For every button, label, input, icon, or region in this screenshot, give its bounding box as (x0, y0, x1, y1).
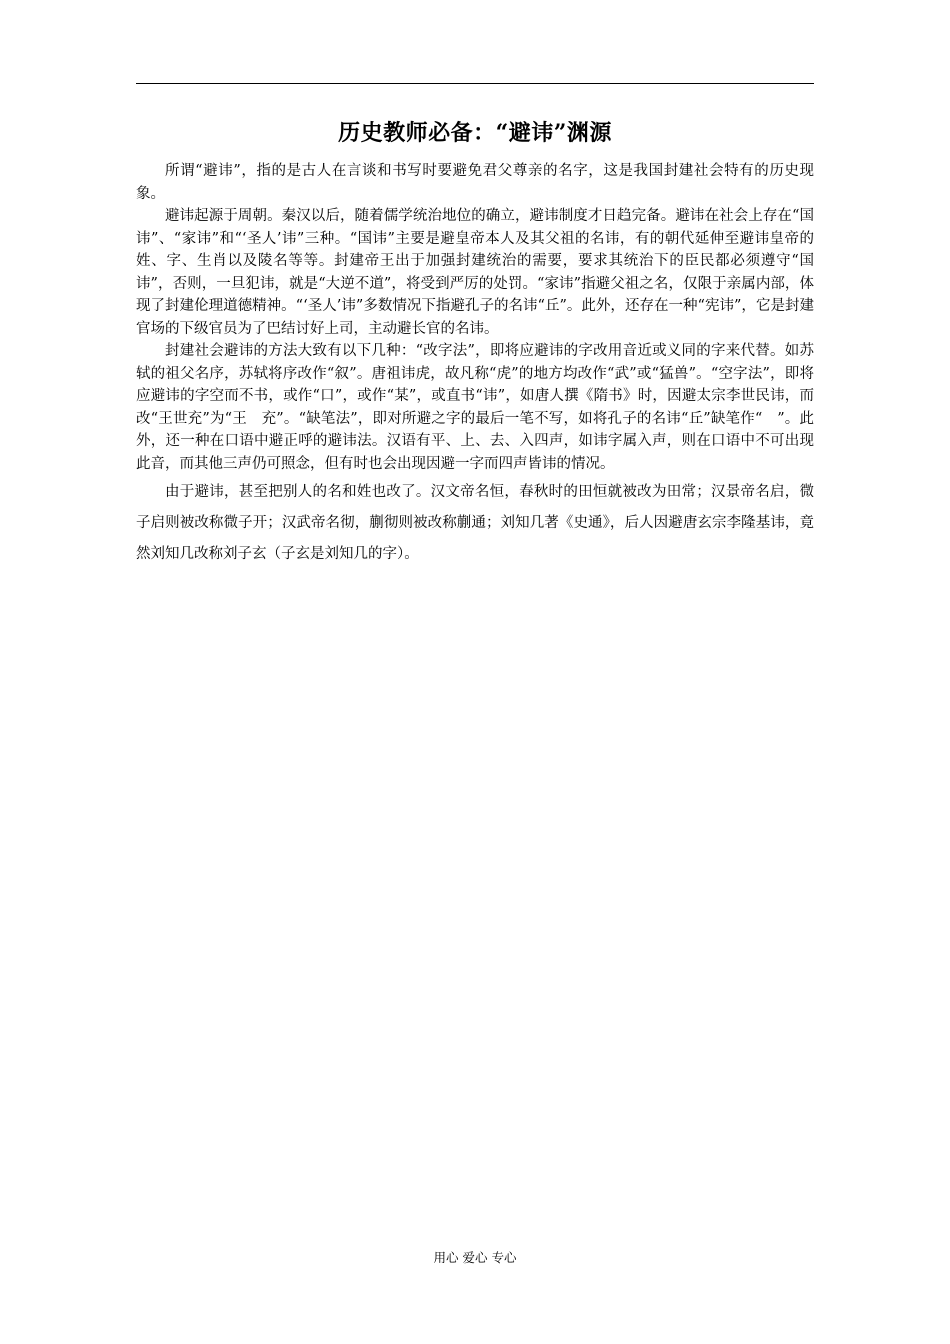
paragraph-examples: 由于避讳，甚至把别人的名和姓也改了。汉文帝名恒，春秋时的田恒就被改为田常；汉景帝名启，微子启则被改称微子开；汉武帝名彻，蒯彻则被改称蒯通；刘知几著《史通》，后人因避唐玄宗李隆基讳，竟然刘知几改称刘子玄（子玄是刘知几的字）。 (136, 484, 814, 562)
header-rule (136, 83, 814, 84)
article-body (136, 160, 814, 570)
page-title: 历史教师必备：“避讳”渊源 (338, 120, 612, 146)
page-footer: 用心 爱心 专心 (433, 1250, 517, 1265)
paragraph-origin: 避讳起源于周朝。秦汉以后，随着儒学统治地位的确立，避讳制度才日趋完备。避讳在社会上存在“国讳”、“家讳”和“‘圣人’讳”三种。“国讳”主要是避皇帝本人及其父祖的名讳，有的朝代延伸至避讳皇帝的姓、字、生肖以及陵名等等。封建帝王出于加强封建统治的需要，要求其统治下的臣民都必须遵守“国讳”，否则，一旦犯讳，就是“大逆不道”，将受到严厉的处罚。“家讳”指避父祖之名，仅限于亲属内部，体现了封建伦理道德精神。“‘圣人’讳”多数情况下指避孔子的名讳“丘”。此外，还存在一种“宪讳”，它是封建官场的下级官员为了巴结讨好上司，主动避长官的名讳。 (136, 208, 814, 337)
paragraph-methods: 封建社会避讳的方法大致有以下几种：“改字法”，即将应避讳的字改用音近或义同的字来代替。如苏轼的祖父名序，苏轼将序改作“叙”。唐祖讳虎，故凡称“虎”的地方均改作“武”或“猛兽”。“空字法”，即将应避讳的字空而不书，或作“口”，或作“某”，或直书“讳”，如唐人撰《隋书》时，因避太宗李世民讳，而改“王世充”为“王 充”。“缺笔法”，即对所避之字的最后一笔不写，如将孔子的名讳“丘”缺笔作“ ”。此外，还一种在口语中避正呼的避讳法。汉语有平、上、去、入四声，如讳字属入声，则在口语中不可出现此音，而其他三声仍可照念，但有时也会出现因避一字而四声皆讳的情况。 (136, 343, 814, 472)
paragraph-intro: 所谓“避讳”，指的是古人在言谈和书写时要避免君父尊亲的名字，这是我国封建社会特有的历史现象。 (136, 163, 814, 202)
